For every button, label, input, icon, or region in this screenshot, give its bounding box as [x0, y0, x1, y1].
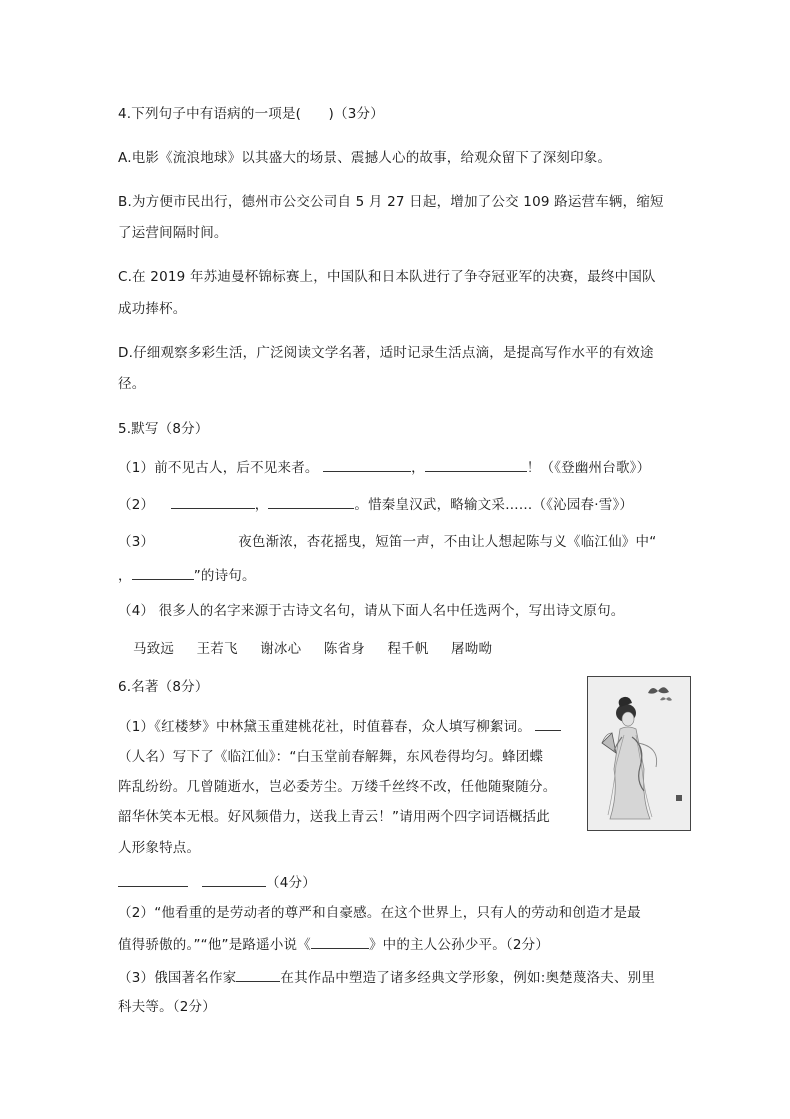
q4-option-c-line2: 成功捧杯。	[118, 301, 187, 317]
q6-part1-line3: 阵乱纷纷。几曾随逝水，岂必委芳尘。万缕千丝终不改，任他随聚随分。	[118, 779, 557, 795]
name-item: 陈省身	[323, 641, 365, 657]
q4-option-d-line1: D.仔细观察多彩生活，广泛阅读文学名著，适时记录生活点滴，是提高写作水平的有效途	[118, 345, 654, 361]
q6-part3-line2: 科夫等。（2分）	[118, 999, 216, 1015]
q5-line2-comma: ，	[254, 497, 269, 513]
q5-names-list	[133, 640, 510, 658]
q5-line2-num: （2）	[118, 497, 155, 513]
q6-part1-score: （4分）	[266, 875, 316, 891]
q4-option-a: A.电影《流浪地球》以其盛大的场景、震撼人心的故事，给观众留下了深刻印象。	[118, 150, 612, 166]
q4-option-b-line1: B.为方便市民出行，德州市公交公司自 5 月 27 日起，增加了公交 109 路运营车辆，缩短	[118, 194, 664, 210]
q4-option-c-line1: C.在 2019 年苏迪曼杯锦标赛上，中国队和日本队进行了争夺冠亚军的决赛，最终中国队	[118, 269, 656, 285]
q6-part1-answers	[118, 872, 316, 892]
q5-blank-1[interactable]	[323, 457, 411, 472]
q6-part1-text: （1）《红楼梦》中林黛玉重建桃花社，时值暮春，众人填写柳絮词。	[118, 719, 532, 735]
name-item: 王若飞	[196, 641, 238, 657]
q5-line3-text: 夜色渐浓，杏花摇曳，短笛一声，不由让人想起陈与义《临江仙》中“	[238, 534, 657, 550]
name-item: 程千帆	[387, 641, 429, 657]
q5-line1-prompt: （1）前不见古人，后不见来者。	[118, 460, 319, 476]
q5-line1	[118, 457, 650, 477]
q6-blank-trait-1[interactable]	[118, 872, 188, 887]
q6-part3-line1	[118, 967, 655, 987]
q4-option-d-line2: 径。	[118, 376, 146, 392]
q6-part2-line2	[118, 934, 549, 954]
q5-blank-2[interactable]	[425, 457, 527, 472]
q5-line3b-comma: ，	[118, 568, 132, 584]
q5-line3b	[118, 565, 256, 585]
q6-part1-line1	[118, 716, 561, 736]
q4-option-b-line2: 了运营间隔时间。	[118, 225, 228, 241]
q6-blank-trait-2[interactable]	[202, 872, 266, 887]
q5-line1-source: ！（《登幽州台歌》）	[526, 460, 651, 476]
q6-part3-text: （3）俄国著名作家	[118, 970, 237, 986]
name-item: 谢冰心	[260, 641, 302, 657]
name-item: 屠呦呦	[451, 641, 493, 657]
lin-daiyu-portrait	[587, 676, 691, 831]
name-item: 马致远	[133, 641, 175, 657]
q5-line3-num: （3）	[118, 534, 155, 550]
q5-line2	[118, 494, 633, 514]
q6-title: 6.名著（8分）	[118, 679, 209, 695]
q5-line3	[118, 533, 656, 551]
q5-line2-source: 。惜秦皇汉武，略输文采……（《沁园春·雪》）	[354, 497, 634, 513]
q6-part2-line1: （2）“他看重的是劳动者的尊严和自豪感。在这个世界上，只有人的劳动和创造才是最	[118, 905, 641, 921]
q5-line4: （4） 很多人的名字来源于古诗文名句，请从下面人名中任选两个，写出诗文原句。	[118, 603, 625, 619]
q6-blank-novel[interactable]	[311, 934, 369, 949]
q6-part1-line2: （人名）写下了《临江仙》：“白玉堂前春解舞，东风卷得均匀。蜂团蝶	[118, 749, 544, 765]
q5-title: 5.默写（8分）	[118, 421, 209, 437]
portrait-illustration	[588, 677, 690, 830]
q6-blank-author[interactable]	[236, 967, 280, 982]
q5-blank-3[interactable]	[171, 494, 255, 509]
q6-part3-end: 在其作品中塑造了诸多经典文学形象，例如:奥楚蔑洛夫、别里	[280, 970, 656, 986]
q6-part2-text: 值得骄傲的。”“他”是路遥小说《	[118, 937, 311, 953]
q6-part1-line5: 人形象特点。	[118, 840, 201, 856]
q6-part1-line4: 韶华休笑本无根。好风频借力，送我上青云！”请用两个四字词语概括此	[118, 809, 550, 825]
q4-title: 4.下列句子中有语病的一项是( )（3分）	[118, 106, 384, 122]
q5-line3b-end: ”的诗句。	[193, 568, 256, 584]
q6-blank-name[interactable]	[535, 716, 561, 731]
q5-blank-5[interactable]	[132, 565, 194, 580]
q5-blank-4[interactable]	[268, 494, 354, 509]
q6-part2-end: 》中的主人公孙少平。（2分）	[368, 937, 550, 953]
q5-line1-comma: ，	[411, 460, 425, 476]
